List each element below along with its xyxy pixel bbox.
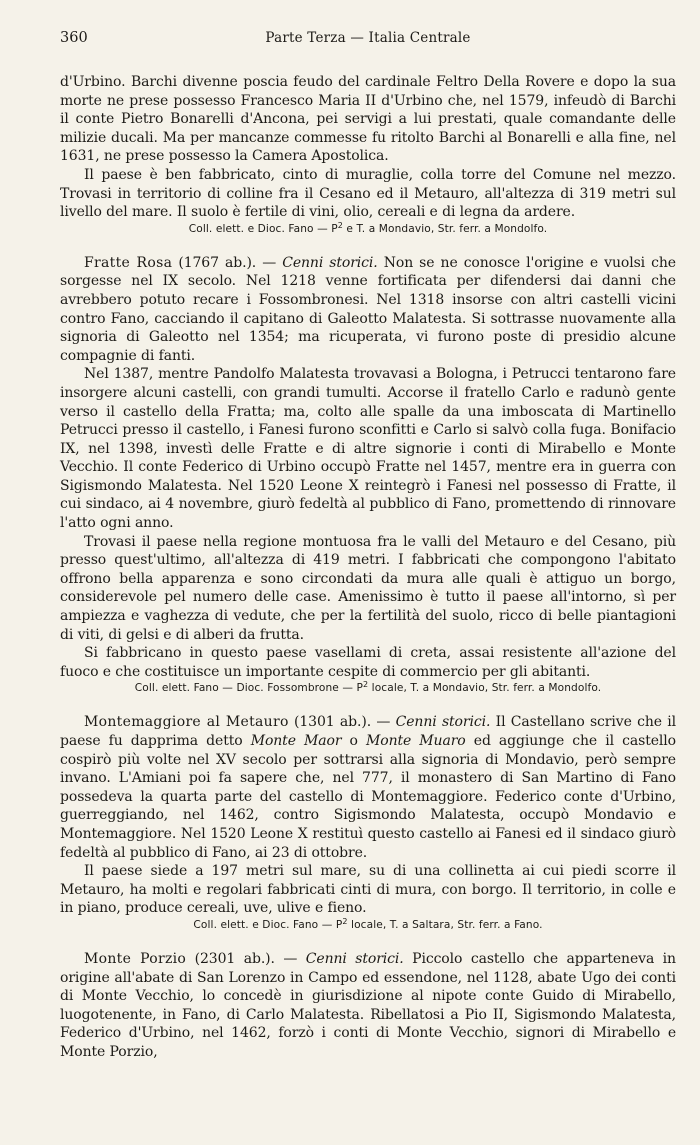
paragraph: Monte Porzio (2301 ab.). — Cenni storici. Piccolo castello che apparteneva in origine all'abate di San Lorenzo in Campo ed essendone, nel 1128, abate Ugo dei conti di Monte Vecchio, lo concedè in giurisdizione al nipote conte Guido di Mirabello, luogotenente, in Fano, di Carlo Malatesta. Ribellatosi a Pio II, Sigismondo Malatesta, Federico d'Urbino, nel 1462, forzò i conti di Monte Vecchio, signori di Mirabello e Monte Porzio, xyxy=(60,950,676,1060)
paragraph: Nel 1387, mentre Pandolfo Malatesta trovavasi a Bologna, i Petrucci tentarono fare insorgere alcuni castelli, con grandi tumulti. Accorse il fratello Carlo e radunò gente verso il castello della Fratta; ma, colto alle spalle da una imboscata di Martinello Petrucci presso il castello, i Fanesi furono sconfitti e Carlo si salvò colla fuga. Bonifacio IX, nel 1398, investì delle Fratte e di altre signorie i conti di Mirabello e Monte Vecchio. Il conte Federico di Urbino occupò Fratte nel 1457, mentre era in guerra con Sigismondo Malatesta. Nel 1520 Leone X reintegrò i Fanesi nel possesso di Fratte, il cui sindaco, ai 4 novembre, giurò fedeltà al pubblico di Fano, promettendo di rinnovare l'atto ogni anno. xyxy=(60,366,676,532)
population: (1301 ab.). — xyxy=(288,714,396,731)
section-label: Cenni storici. xyxy=(282,254,378,271)
population: (2301 ab.). — xyxy=(186,950,306,967)
entry-monte-porzio xyxy=(60,950,676,1062)
entry-heading: Fratte Rosa xyxy=(84,254,173,271)
population: (1767 ab.). — xyxy=(172,254,283,271)
paragraph: Si fabbricano in questo paese vasellami di creta, assai resistente all'azione del fuoco e che costituisce un importante cespite di commercio per gli abitanti. xyxy=(60,645,676,680)
page-number: 360 xyxy=(60,30,88,46)
header-title: Parte Terza — Italia Centrale xyxy=(265,30,471,46)
paragraph: Trovasi il paese nella regione montuosa fra le valli del Metauro e del Cesano, più presso quest'ultimo, all'altezza di 419 metri. I fabbricati che compongono l'abitato offrono bella apparenza e sono circondati da mura alle quali è attiguo un borgo, considerevole pel numero delle case. Amenissimo è tutto il paese all'intorno, sì per ampiezza e vaghezza di vedute, che per la fertilità del suolo, ricco di belle piantagioni di viti, di gelsi e di alberi da frutta. xyxy=(60,533,676,643)
historic-name: Monte Maor xyxy=(250,733,342,749)
body-text xyxy=(60,73,676,1062)
entry-heading: Montemaggiore al Metauro xyxy=(84,714,289,731)
section-label: Cenni storici. xyxy=(395,714,491,731)
paragraph: Fratte Rosa (1767 ab.). — Cenni storici. Non se ne conosce l'origine e vuolsi che sorgesse nel IX secolo. Nel 1218 venne fortificata per difendersi dai danni che avrebbero potuto recare i Fossombronesi. Nel 1318 insorse con altri castelli vicini contro Fano, cacciando il capitano di Galeotto Malatesta. Si sottrasse nuovamente alla signoria di Galeotto nel 1354; ma ricuperata, vi furono poste di presidio alcune compagnie di fanti. xyxy=(60,254,676,364)
administrative-note: Coll. elett. e Dioc. Fano — $P^2$ locale, T. a Saltara, Str. ferr. a Fano. xyxy=(193,916,543,931)
entry-montemaggiore xyxy=(60,713,676,933)
entry-barchi-continuation xyxy=(60,73,676,237)
paragraph: Il paese siede a 197 metri sul mare, su di una collinetta ai cui piedi scorre il Metauro, ha molti e regolari fabbricati cinti di mura, con borgo. Il territorio, in colle e in piano, produce cereali, uve, ulive e fieno. xyxy=(60,863,676,917)
paragraph: Il paese è ben fabbricato, cinto di muraglie, colla torre del Comune nel mezzo. Trovasi in territorio di colline fra il Cesano ed il Metauro, all'altezza di 319 metri sul livello del mare. Il suolo è fertile di vini, olio, cereali e di legna da ardere. xyxy=(60,166,676,221)
paragraph: Montemaggiore al Metauro (1301 ab.). — Cenni storici. Il Castellano scrive che il paese fu dapprima detto Monte Maor o Monte Muaro ed aggiunge che il castello cospirò più volte nel XV secolo per sottrarsi alla signoria di Mondavio, però sempre invano. L'Amiani poi fa sapere che, nel 777, il monastero di San Martino di Fano possedeva la quarta parte del castello di Montemaggiore. Federico conte d'Urbino, guerreggiando, nel 1462, contro Sigismondo Malatesta, occupò Mondavio e Montemaggiore. Nel 1520 Leone X restituì questo castello ai Fanesi ed il sindaco giurò fedeltà al pubblico di Fano, ai 23 di ottobre. xyxy=(60,714,676,861)
section-label: Cenni storici. xyxy=(305,950,404,967)
paragraph: d'Urbino. Barchi divenne poscia feudo del cardinale Feltro Della Rovere e dopo la sua morte ne prese possesso Francesco Maria II d'Urbino che, nel 1579, infeudò di Barchi il conte Pietro Bonarelli d'Ancona, pei servigi a lui prestati, quale comandante delle milizie ducali. Ma per mancanze commesse fu ritolto Barchi al Bonarelli e alla fine, nel 1631, ne prese possesso la Camera Apostolica. xyxy=(60,74,676,165)
running-head xyxy=(60,26,676,50)
historic-name: Monte Muaro xyxy=(366,733,466,749)
administrative-note: Coll. elett. Fano — Dioc. Fossombrone — $P^2$ locale, T. a Mondavio, Str. ferr. a Mondolfo. xyxy=(134,680,602,695)
administrative-note: Coll. elett. e Dioc. Fano — $P^2$ e T. a Mondavio, Str. ferr. a Mondolfo. xyxy=(188,220,548,235)
entry-fratte-rosa xyxy=(60,254,676,697)
entry-heading: Monte Porzio xyxy=(84,950,187,967)
